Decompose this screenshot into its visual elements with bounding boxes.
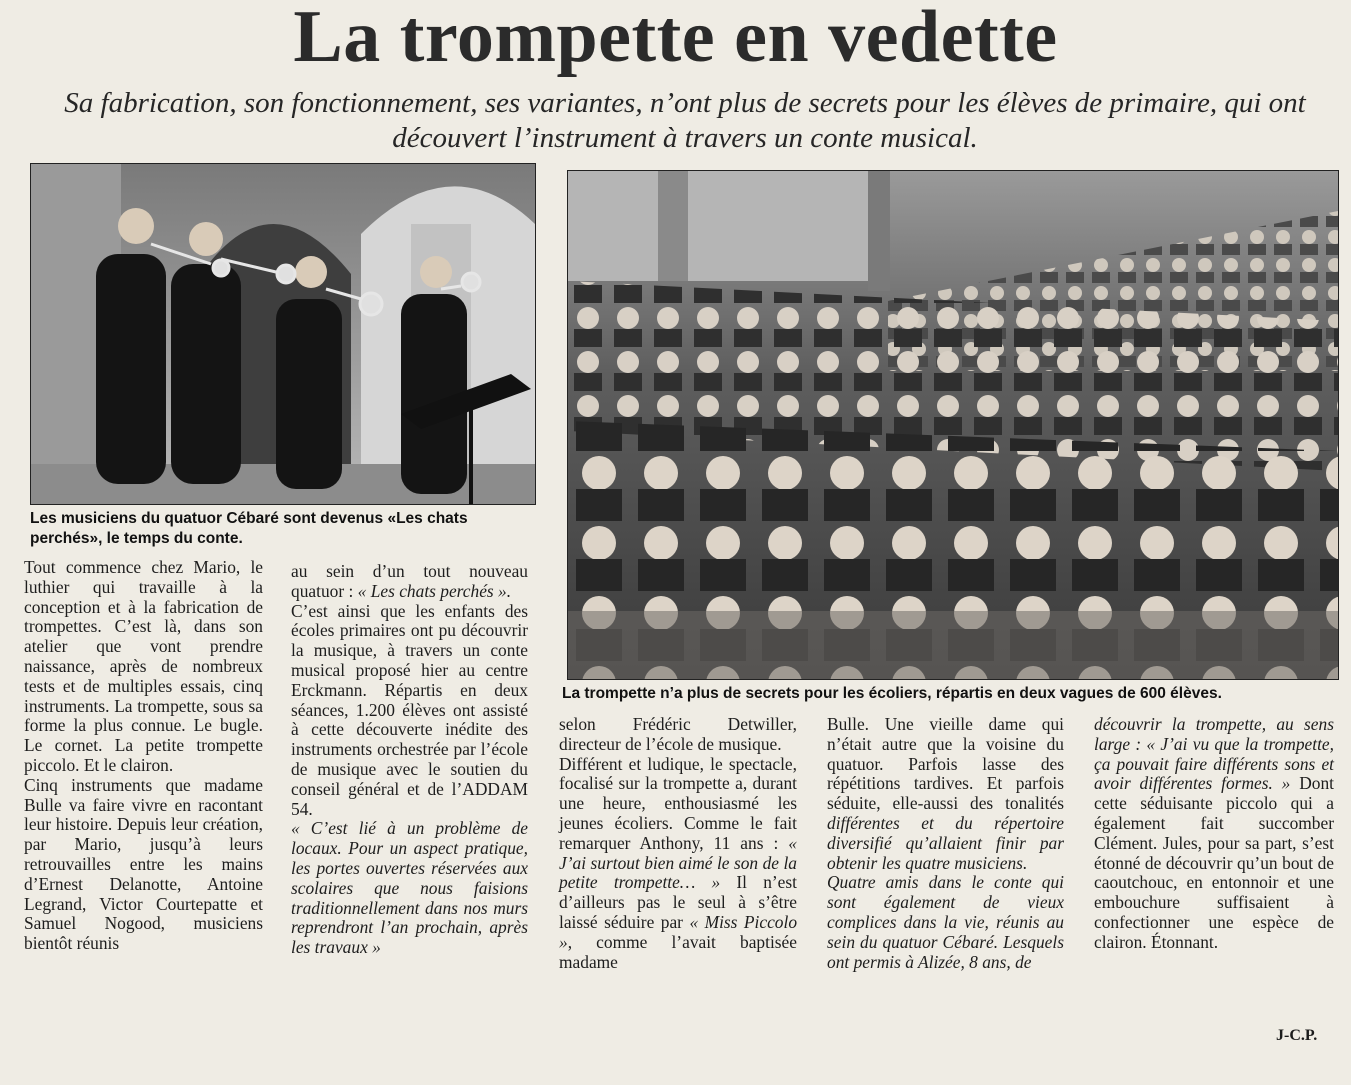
article-column-5 xyxy=(1094,715,1334,953)
article-column-3 xyxy=(559,715,797,972)
column-2-quote-title: « Les chats perchés ». xyxy=(357,580,512,601)
column-4-italic: différentes et du répertoire diversifié qu’allaient finir par obtenir les quatre musiciens. xyxy=(827,812,1064,873)
column-4-text: Bulle. Une vieille dame qui n’était autre que la voisine du quatuor. Parfois lasse des répétitions tardives. Et parfois séduite, elle-aussi des tonalités xyxy=(827,714,1064,814)
photo-quartet-caption: Les musiciens du quatuor Cébaré sont devenus «Les chats perchés», le temps du conte. xyxy=(30,510,468,547)
column-3-paragraph-2 xyxy=(559,755,797,973)
photo-quartet xyxy=(30,163,536,505)
column-3-quote-anthony: « J’ai surtout bien aimé le son de la petite trompette… » xyxy=(559,832,797,893)
author-signature: J-C.P. xyxy=(1276,1027,1318,1044)
column-4-italic-2: Quatre amis dans le conte qui sont également de vieux complices dans la vie, réunis au sein du quatuor Cébaré. Lesquels ont permis à Alizée, 8 ans, de xyxy=(827,872,1064,972)
column-2-text: au sein d’un tout nouveau quatuor : xyxy=(291,561,528,601)
column-3-quote-piccolo: « Miss Piccolo » xyxy=(559,911,798,952)
column-1-paragraph-1: Tout commence chez Mario, le luthier qui travaille à la conception et à la fabrication de trompettes. C’est là, dans son atelier que vont prendre naissance, après de nombreux tests et de multiples essais, cinq instruments. La trompette, sous sa forme la plus connue. Le bugle. Le cornet. La petite trompette piccolo. Et le clairon. xyxy=(24,557,263,775)
photo-audience-caption: La trompette n’a plus de secrets pour les écoliers, répartis en deux vagues de 600 élèves. xyxy=(562,685,1222,702)
column-3-text-a: Différent et ludique, le spectacle, focalisé sur la trompette a, durant une heure, enthousiasmé les jeunes écoliers. Comme le fait remarquer Anthony, 11 ans : xyxy=(559,753,797,853)
column-3-paragraph-1: selon Frédéric Detwiller, directeur de l’école de musique. xyxy=(559,714,797,754)
column-2-quote xyxy=(291,819,528,958)
column-5-quote: découvrir la trompette, au sens large : « J’ai vu que la trompette, ça pouvait faire différents sons et avoir différentes formes. » xyxy=(1094,714,1334,794)
headline: La trompette en vedette xyxy=(293,0,1058,78)
article-column-2 xyxy=(291,562,528,958)
deck-subtitle: Sa fabrication, son fonctionnement, ses variantes, n’ont plus de secrets pour les élèves de primaire, qui ont découvert l’instrument à travers un conte musical. xyxy=(64,87,1306,154)
column-1-paragraph-2: Cinq instruments que madame Bulle va faire vivre en racontant leur histoire. Depuis leur création, par Mario, jusqu’à leurs retrouvailles entre les mains d’Ernest Delanotte, Antoine Legrand, Victor Courtepatte et Samuel Nogood, musiciens bientôt réunis xyxy=(24,774,263,954)
column-5-text: Dont cette séduisante piccolo qui a également fait succomber Clément. Jules, pour sa part, s’est étonné de découvrir qu’un bout de caoutchouc, en entonnoir et une embouchure suffisaient à confectionner une espèce de clairon. Étonnant. xyxy=(1094,773,1334,952)
column-4-paragraph-2 xyxy=(827,873,1064,972)
column-4-paragraph-1 xyxy=(827,715,1064,873)
column-2-paragraph-2: C’est ainsi que les enfants des écoles primaires ont pu découvrir la musique, à travers un conte musical proposé hier au centre Erckmann. Répartis en deux séances, 1.200 élèves ont assisté à cette découverte inédite des instruments orchestrée par l’école de musique avec le soutien du conseil général et de l’ADDAM 54. xyxy=(291,600,528,819)
column-3-text-b: Il n’est d’ailleurs pas le seul à s’être laissé séduire par xyxy=(559,872,797,932)
column-2-paragraph-1 xyxy=(291,562,528,602)
photo-audience xyxy=(567,170,1339,680)
article-column-1 xyxy=(24,558,263,954)
column-5-paragraph-1 xyxy=(1094,715,1334,953)
column-3-text-c: , comme l’avait baptisée madame xyxy=(559,931,797,972)
column-2-quote-text: « C’est lié à un problème de locaux. Pour un aspect pratique, les portes ouvertes réservées aux scolaires que nous faisions traditionnellement dans nos murs reprendront l’an prochain, après les travaux » xyxy=(291,818,528,958)
article-column-4 xyxy=(827,715,1064,972)
